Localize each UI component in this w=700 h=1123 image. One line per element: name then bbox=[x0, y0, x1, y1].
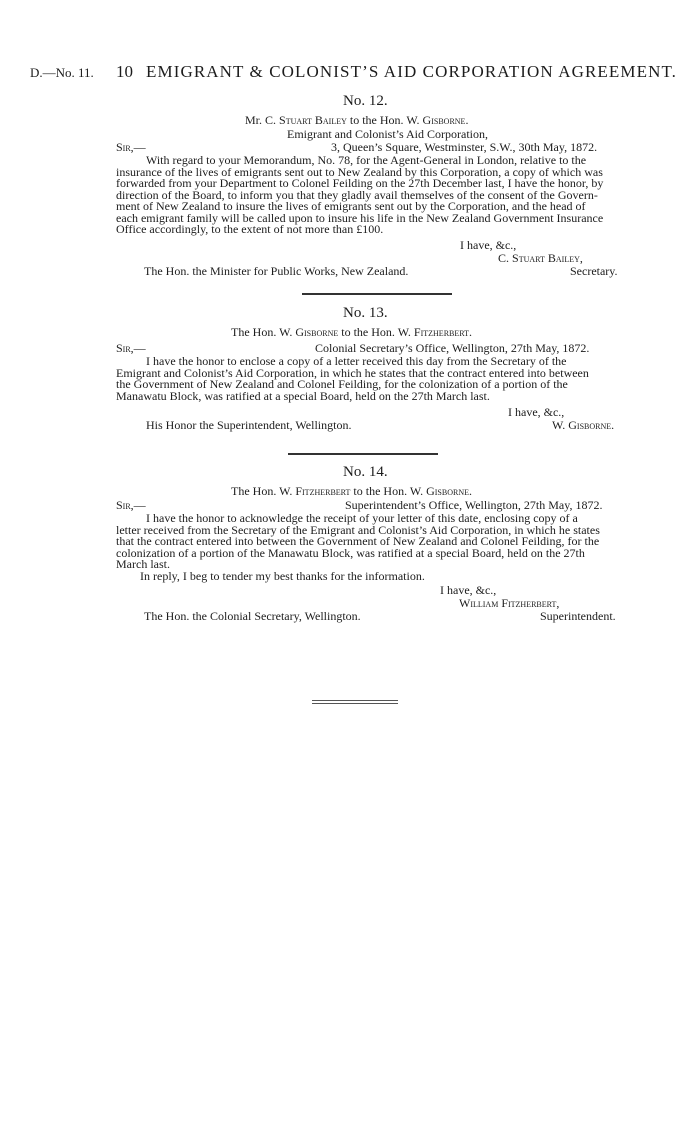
body-line: March last. bbox=[116, 557, 170, 571]
salutation: Sir,— bbox=[116, 498, 146, 512]
sender-address-line2: 3, Queen’s Square, Westminster, S.W., 30th May, 1872. bbox=[331, 140, 598, 154]
sender-address: Colonial Secretary’s Office, Wellington, 27th May, 1872. bbox=[315, 341, 590, 355]
body-line: Manawatu Block, was ratified at a special Board, held on the 27th March last. bbox=[116, 388, 490, 403]
letter-number: No. 12. bbox=[343, 93, 388, 109]
letter-body bbox=[116, 356, 624, 402]
addressee: His Honor the Superintendent, Wellington. bbox=[146, 418, 352, 432]
body-line: insurance of the lives of emigrants sent out to New Zealand by this Corporation, a copy of which was bbox=[116, 164, 603, 179]
body-line: Emigrant and Colonist’s Aid Corporation, in which he states that the contract entered into between bbox=[116, 365, 589, 380]
section-divider bbox=[302, 293, 452, 295]
letter-from-to bbox=[245, 115, 468, 127]
body-line: In reply, I beg to tender my best thanks for the information. bbox=[140, 568, 425, 583]
body-line: each emigrant family will be called upon to insure his life in the New Zealand Government Insurance bbox=[116, 210, 604, 225]
salutation: Sir,— bbox=[116, 341, 146, 355]
body-line: letter received from the Secretary of the Emigrant and Colonist’s Aid Corporation, in which he states bbox=[116, 522, 600, 537]
closing: I have, &c., bbox=[440, 583, 497, 597]
letter-number: No. 13. bbox=[343, 305, 388, 321]
from-prefix: Mr. C. bbox=[245, 113, 280, 127]
signatory-title: Superintendent. bbox=[540, 609, 616, 623]
body-line: the Government of New Zealand and Colonel Feilding, for the colonization of a portion of the bbox=[116, 377, 568, 391]
body-line: ment of New Zealand to insure the lives of emigrants sent out by the Corporation, and the head of bbox=[116, 199, 586, 213]
letter-body bbox=[116, 155, 624, 236]
from-to-middle: to the Hon. W. bbox=[346, 113, 423, 127]
to-name: Gisborne bbox=[422, 113, 466, 127]
letter-from-to: The Hon. W. Fitzherbert to the Hon. W. Gisborne. bbox=[231, 484, 472, 498]
paper-reference: D.—No. 11. bbox=[30, 65, 94, 80]
addressee: The Hon. the Colonial Secretary, Wellington. bbox=[144, 609, 361, 623]
from-name: Stuart Bailey bbox=[279, 113, 347, 127]
end-rule bbox=[312, 703, 398, 704]
from-to-end: . bbox=[465, 113, 469, 127]
running-header bbox=[30, 62, 678, 84]
body-line: colonization of a portion of the Manawatu Block, was ratified at a special Board, held on the 27th bbox=[116, 545, 585, 560]
letter-from-to: The Hon. W. Gisborne to the Hon. W. Fitzherbert. bbox=[231, 325, 472, 339]
sender-address: Superintendent’s Office, Wellington, 27th May, 1872. bbox=[345, 498, 603, 512]
closing: I have, &c., bbox=[460, 238, 517, 252]
body-line: Office accordingly, to the extent of not more than £100. bbox=[116, 222, 384, 236]
closing: I have, &c., bbox=[508, 405, 565, 419]
salutation: Sir,— bbox=[116, 140, 146, 154]
sender-address-line1: Emigrant and Colonist’s Aid Corporation, bbox=[287, 127, 488, 141]
section-divider bbox=[288, 453, 438, 455]
body-line: direction of the Board, to inform you that they gladly avail themselves of the consent of the Govern- bbox=[116, 187, 598, 202]
letter-number: No. 14. bbox=[343, 464, 388, 480]
end-rule bbox=[312, 700, 398, 701]
signature: C. Stuart Bailey, bbox=[498, 251, 583, 265]
signature: William Fitzherbert, bbox=[459, 596, 560, 610]
signatory-title: Secretary. bbox=[570, 264, 618, 278]
body-line: I have the honor to enclose a copy of a letter received this day from the Secretary of the bbox=[146, 354, 567, 368]
body-line: forwarded from your Department to Colonel Feilding on the 27th December last, I have the honor, by bbox=[116, 176, 604, 190]
letter-body bbox=[116, 513, 624, 582]
addressee: The Hon. the Minister for Public Works, New Zealand. bbox=[144, 264, 409, 278]
page-title: EMIGRANT & COLONIST’S AID CORPORATION AGREEMENT. bbox=[146, 62, 678, 81]
page-number: 10 bbox=[116, 62, 133, 81]
body-line: I have the honor to acknowledge the receipt of your letter of this date, enclosing copy of a bbox=[146, 511, 578, 525]
signature: W. Gisborne. bbox=[552, 418, 615, 432]
body-line: With regard to your Memorandum, No. 78, for the Agent-General in London, relative to the bbox=[146, 153, 587, 167]
body-line: that the contract entered into between the Government of New Zealand and Colonel Feilding, for the bbox=[116, 534, 600, 548]
